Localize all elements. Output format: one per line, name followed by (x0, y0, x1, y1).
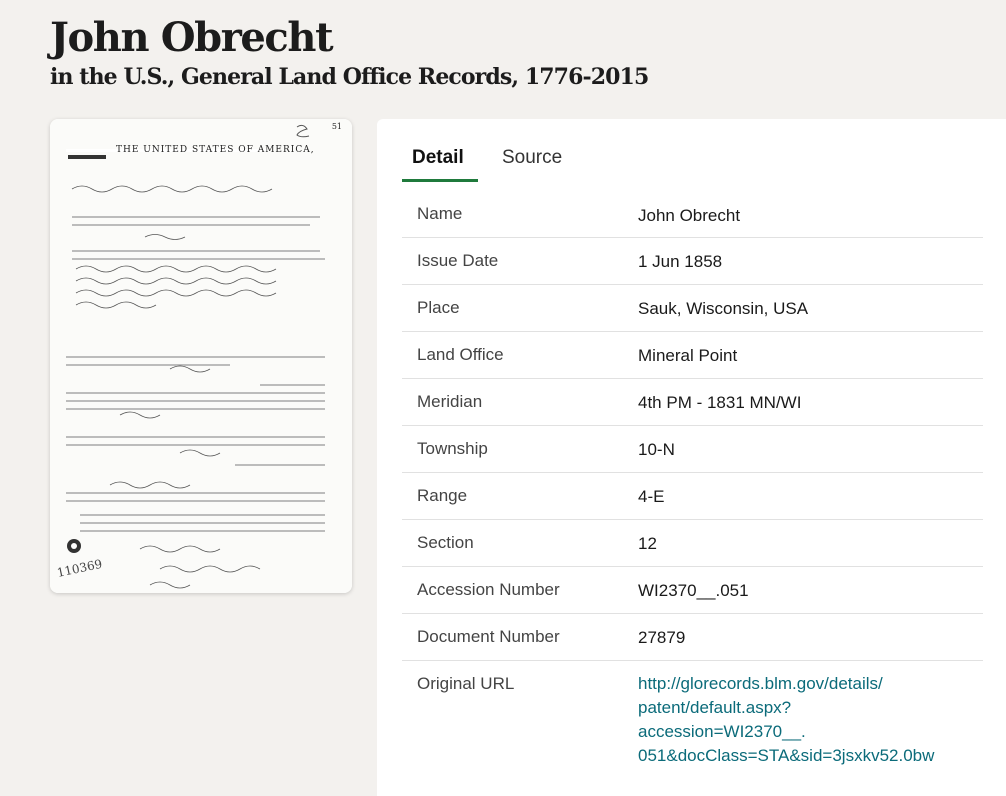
detail-value: WI2370__.051 (638, 581, 749, 600)
land-patent-document-image (50, 119, 352, 593)
detail-row-accession-number (402, 567, 983, 614)
detail-row-original-url (402, 661, 983, 781)
record-detail-panel (377, 119, 1006, 796)
svg-text:THE UNITED STATES OF AMERICA,: THE UNITED STATES OF AMERICA, (116, 145, 315, 155)
detail-row-township (402, 426, 983, 473)
detail-value: 12 (638, 534, 657, 553)
detail-table (402, 192, 983, 781)
detail-value: 4th PM - 1831 MN/WI (638, 393, 802, 412)
detail-label: Original URL (417, 674, 515, 693)
document-image-thumbnail[interactable] (50, 119, 352, 593)
detail-row-land-office (402, 332, 983, 379)
detail-label: Range (417, 486, 468, 505)
detail-label: Land Office (417, 345, 504, 364)
detail-row-meridian (402, 379, 983, 426)
url-line: accession=WI2370__. (638, 722, 806, 741)
thumbnail-caption-faded (58, 608, 298, 614)
detail-label: Place (417, 298, 460, 317)
detail-label: Document Number (417, 627, 560, 646)
detail-row-place (402, 285, 983, 332)
detail-value: 4-E (638, 487, 665, 506)
detail-value: Sauk, Wisconsin, USA (638, 299, 809, 318)
detail-label: Section (417, 533, 474, 552)
detail-label: Accession Number (417, 580, 560, 599)
doc-page-number: 51 (331, 122, 342, 131)
active-tab-underline (402, 179, 478, 182)
tab-source[interactable]: Source (502, 147, 563, 168)
page-title: John Obrecht (50, 14, 333, 61)
tab-detail[interactable]: Detail (412, 147, 464, 168)
detail-value: 1 Jun 1858 (638, 252, 723, 271)
page-subtitle: in the U.S., General Land Office Records, 1776-2015 (50, 64, 649, 90)
detail-label: Township (417, 439, 488, 458)
detail-row-name (402, 192, 983, 238)
url-line: 051&docClass=STA&sid=3jsxkv52.0bw (638, 746, 935, 765)
detail-label: Issue Date (417, 251, 499, 270)
detail-value (638, 672, 934, 768)
detail-row-range (402, 473, 983, 520)
detail-value: 27879 (638, 628, 686, 647)
doc-handwritten-number: 110369 (55, 556, 104, 580)
detail-row-document-number (402, 614, 983, 661)
detail-value: 10-N (638, 440, 675, 459)
detail-label: Meridian (417, 392, 483, 411)
detail-label: Name (417, 204, 463, 223)
detail-row-section (402, 520, 983, 567)
detail-value: Mineral Point (638, 346, 738, 365)
detail-value: John Obrecht (638, 206, 741, 225)
detail-row-issue-date (402, 238, 983, 285)
original-url-link[interactable] (638, 674, 934, 765)
url-line: patent/default.aspx? (638, 698, 792, 717)
url-line: http://glorecords.blm.gov/details/ (638, 674, 883, 693)
